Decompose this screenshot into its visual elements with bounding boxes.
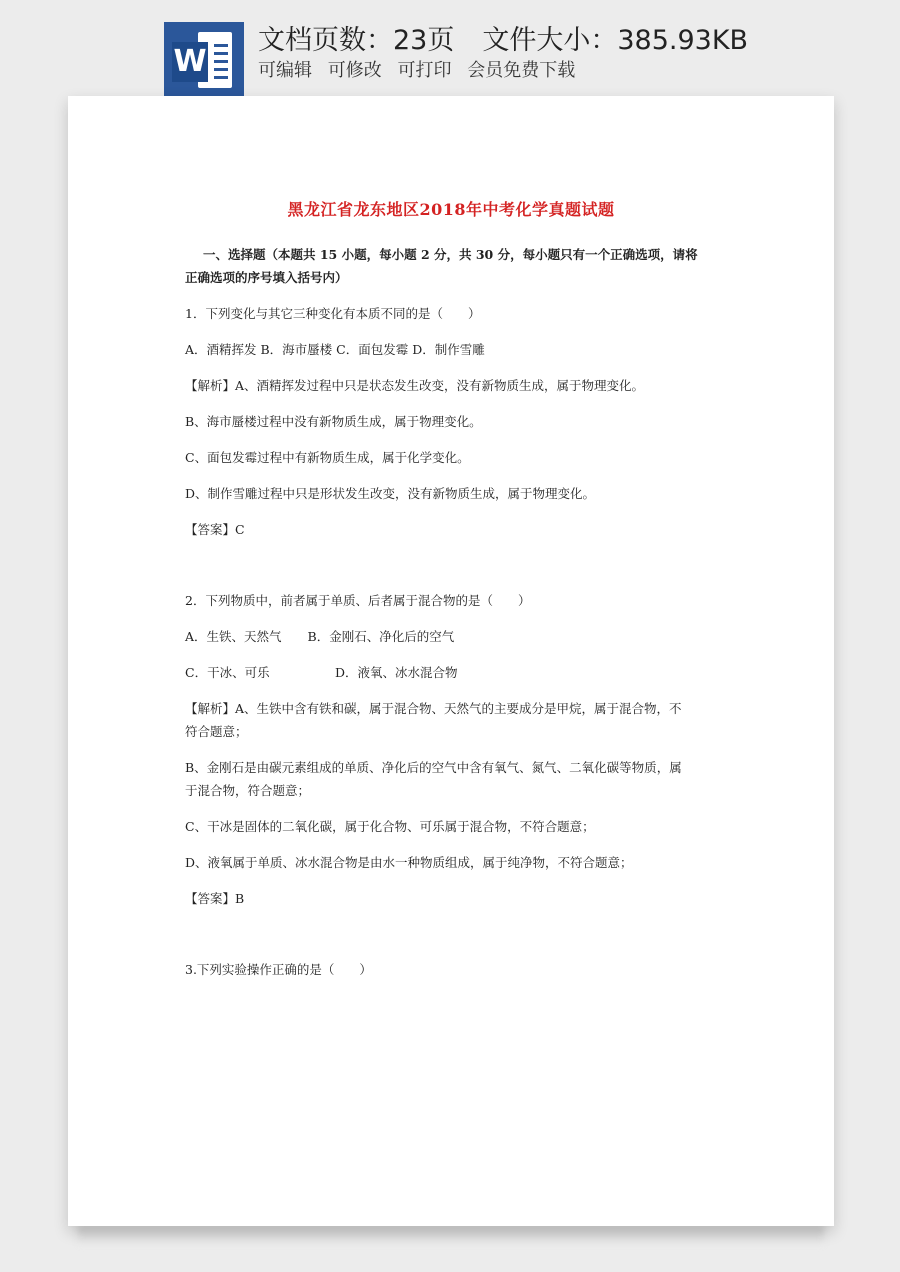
question-1-analysis-c: C、面包发霉过程中有新物质生成，属于化学变化。 [185,450,470,465]
question-2-options-ab [185,627,454,645]
question-1-answer: 【答案】C [185,522,245,537]
question-1-options: A．酒精挥发 B．海市蜃楼 C．面包发霉 D．制作雪雕 [185,342,485,357]
question-1-analysis-b: B、海市蜃楼过程中没有新物质生成，属于物理变化。 [185,414,482,429]
question-1-analysis-a: 【解析】A、酒精挥发过程中只是状态发生改变，没有新物质生成，属于物理变化。 [185,378,645,393]
question-2-analysis-b-line1: B、金刚石是由碳元素组成的单质、净化后的空气中含有氧气、氮气、二氧化碳等物质，属 [185,760,682,775]
question-2-option-c: C．干冰、可乐 [185,665,270,680]
word-icon-letter: W [172,42,208,82]
page-count-label: 文档页数：23页 [258,25,455,56]
feature-modifiable: 可修改 [327,60,382,81]
paper-shadow [78,1226,824,1246]
word-document-icon [164,22,244,96]
question-2-analysis-d: D、液氧属于单质、冰水混合物是由水一种物质组成，属于纯净物，不符合题意； [185,855,633,870]
question-2-option-d: D．液氧、冰水混合物 [335,665,458,680]
question-3-stem: 3.下列实验操作正确的是（ ） [185,962,372,977]
feature-list [258,56,585,82]
question-1-stem: 1．下列变化与其它三种变化有本质不同的是（ ） [185,306,481,321]
feature-member-download: 会员免费下载 [467,60,576,81]
section-heading-line2: 正确选项的序号填入括号内） [185,270,348,285]
question-2-options-cd [185,663,458,681]
question-1-analysis-d: D、制作雪雕过程中只是形状发生改变，没有新物质生成，属于物理变化。 [185,486,596,501]
file-size-label: 文件大小：385.93KB [482,25,749,56]
question-2-option-b: B．金刚石、净化后的空气 [307,629,455,644]
download-header [0,0,900,96]
question-2-answer: 【答案】B [185,891,245,906]
question-2-analysis-a-line1: 【解析】A、生铁中含有铁和碳，属于混合物、天然气的主要成分是甲烷，属于混合物，不 [185,701,682,716]
feature-editable: 可编辑 [258,60,312,81]
question-2-analysis-b-line2: 于混合物，符合题意； [185,783,311,798]
section-heading-line1: 一、选择题（本题共 15 小题，每小题 2 分，共 30 分，每小题只有一个正确选项，请将 [203,247,698,262]
document-title: 黑龙江省龙东地区2018年中考化学真题试题 [287,200,615,219]
question-2-analysis-c: C、干冰是固体的二氧化碳，属于化合物、可乐属于混合物，不符合题意； [185,819,595,834]
question-2-option-a: A．生铁、天然气 [185,629,282,644]
question-2-analysis-a-line2: 符合题意； [185,724,248,739]
document-page [68,96,834,1226]
question-2-stem: 2．下列物质中，前者属于单质、后者属于混合物的是（ ） [185,593,531,608]
file-info-line [258,18,748,57]
feature-printable: 可打印 [397,60,452,81]
